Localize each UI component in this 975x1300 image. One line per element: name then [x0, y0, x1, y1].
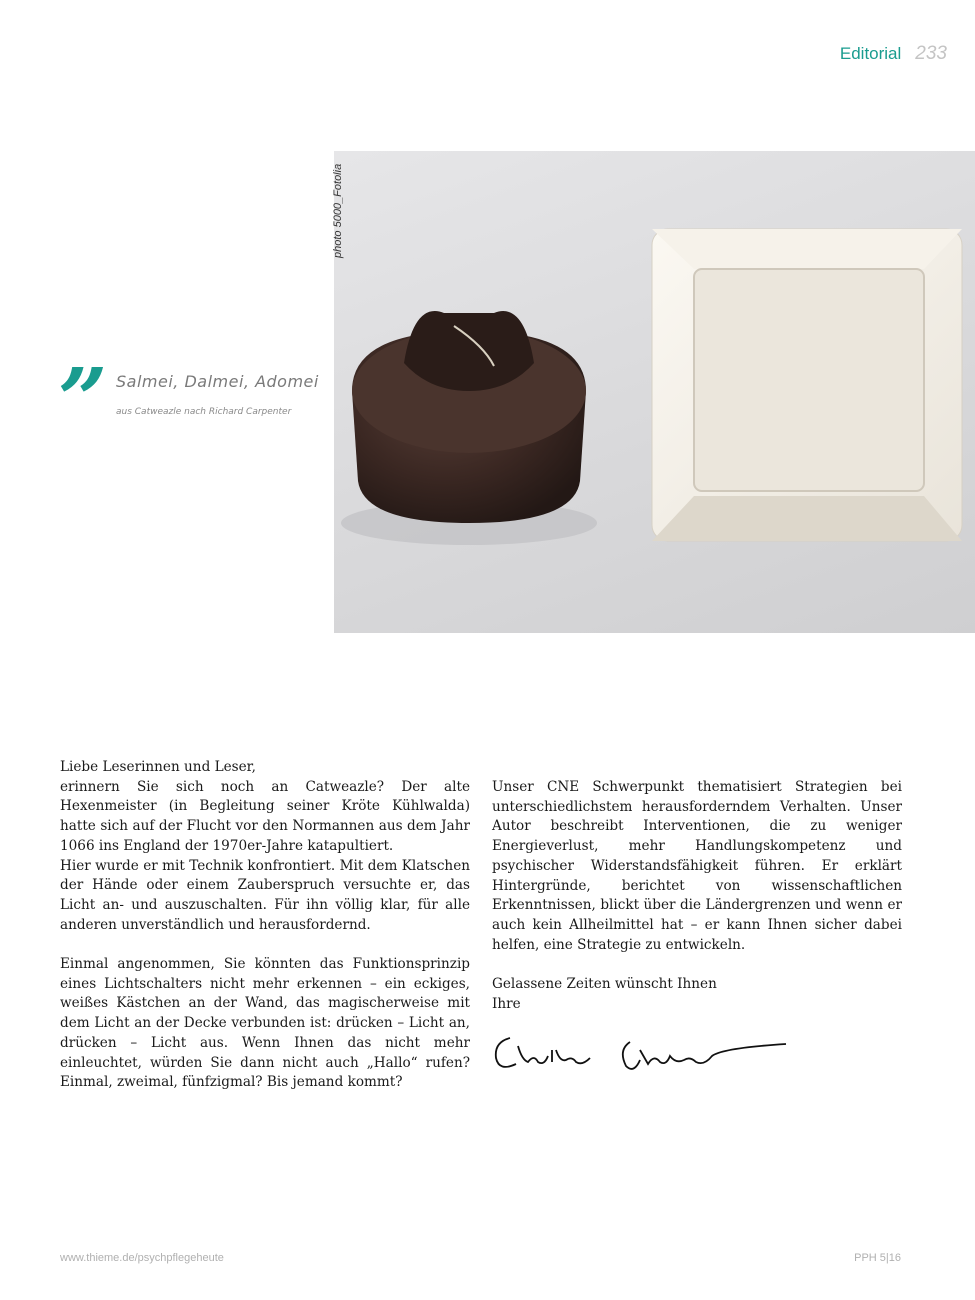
page-number: 233	[915, 43, 947, 64]
editorial-left-column	[60, 758, 470, 1093]
section-title: Editorial	[839, 44, 902, 63]
salutation: Liebe Leserinnen und Leser,	[60, 759, 257, 775]
editorial-right-column	[492, 778, 902, 1014]
footer-url: www.thieme.de/psychpflegeheute	[60, 1252, 224, 1264]
page-header	[840, 43, 947, 65]
paragraph: erinnern Sie sich noch an Catweazle? Der alte Hexenmeister (in Begleitung seiner Kröte Kühlwalda) hatte sich auf der Flucht vor den Normannen aus dem Jahr 1066 ins England der 1970er-Jahre katapultiert.	[60, 778, 470, 854]
footer-issue: PPH 5|16	[854, 1252, 901, 1264]
quote-mark-icon: ”	[58, 350, 108, 451]
handwritten-signature	[490, 1020, 790, 1080]
closing-line: Gelassene Zeiten wünscht Ihnen	[492, 976, 717, 993]
paragraph: Unser CNE Schwerpunkt thematisiert Strategien bei unterschiedlichstem herausforderndem Verhalten. Unser Autor beschreibt Interventionen, die zu weniger Energieverlust, mehr Handlungskompetenz und psychischer Widerstandsfähigkeit führen. Er erklärt Hintergründe, berichtet von wissenschaftlichen Erkenntnissen, blickt über die Ländergrenzen und wenn er auch kein Allheilmittel hat – er kann Ihnen sicher dabei helfen, eine Strategie zu entwickeln.	[492, 779, 902, 953]
light-switch-photo	[334, 151, 975, 633]
quote-text: Salmei, Dalmei, Adomei	[116, 372, 319, 391]
closing-signoff: Ihre	[492, 995, 521, 1012]
signature-graphic	[490, 1020, 790, 1080]
paragraph: Hier wurde er mit Technik konfrontiert. Mit dem Klatschen der Hände oder einem Zauberspruch versuchte er, das Licht an- und auszuschalten. Für ihn völlig klar, für alle anderen unverständlich und herausfordernd.	[60, 857, 470, 933]
photo-credit: photo 5000_Fotolia	[332, 163, 344, 258]
quote-source: aus Catweazle nach Richard Carpenter	[116, 407, 292, 417]
photo-illustration	[334, 151, 975, 633]
paragraph: Einmal angenommen, Sie könnten das Funktionsprinzip eines Lichtschalters nicht mehr erkennen – ein eckiges, weißes Kästchen an der Wand, das magischerweise mit dem Licht an der Decke verbunden ist: drücken – Licht an, drücken – Licht aus. Wenn Ihnen das nicht mehr einleuchtet, würden Sie dann nicht auch „Hallo“ rufen? Einmal, zweimal, fünfzigmal? Bis jemand kommt?	[60, 956, 470, 1091]
